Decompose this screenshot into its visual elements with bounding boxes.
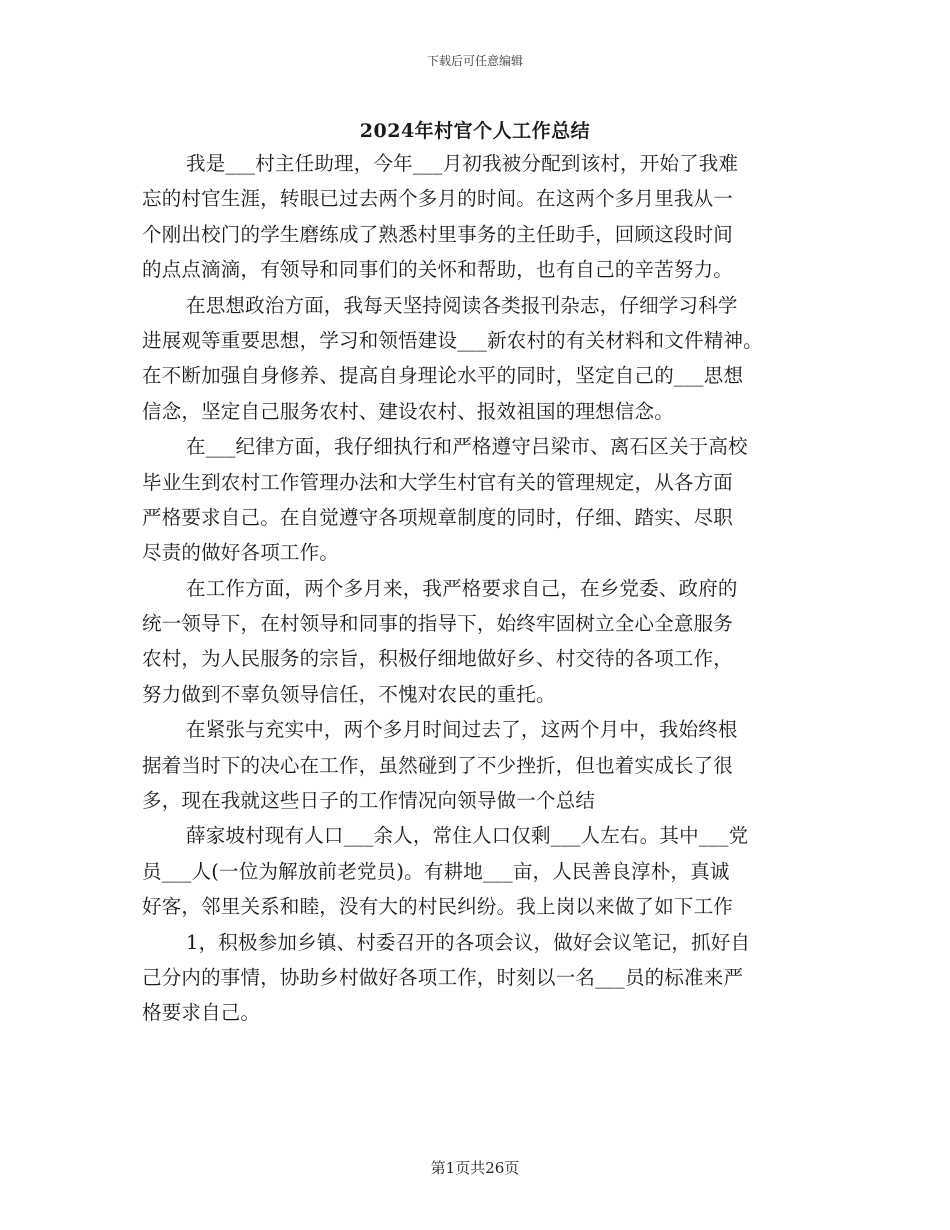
text-line: 农村，为人民服务的宗旨，积极仔细地做好乡、村交待的各项工作， xyxy=(142,647,734,671)
page-header: 下载后可任意编辑 xyxy=(426,54,523,68)
text-line: 信念，坚定自己服务农村、建设农村、报效祖国的理想信念。 xyxy=(142,399,674,423)
text-line: 多，现在我就这些日子的工作情况向领导做一个总结 xyxy=(142,789,596,813)
document-body xyxy=(142,146,822,1031)
document-title: 2024年村官个人工作总结 xyxy=(359,120,591,142)
text-line: 尽责的做好各项工作。 xyxy=(142,541,340,565)
text-line: 进展观等重要思想，学习和领悟建设___新农村的有关材料和文件精神。 xyxy=(142,328,763,352)
text-line: 的点点滴滴，有领导和同事们的关怀和帮助，也有自己的辛苦努力。 xyxy=(142,258,734,282)
text-line: 在工作方面，两个多月来，我严格要求自己，在乡党委、政府的 xyxy=(186,576,738,600)
text-line: 我是___村主任助理，今年___月初我被分配到该村，开始了我难 xyxy=(186,152,739,175)
text-line: 努力做到不辜负领导信任，不愧对农民的重托。 xyxy=(142,682,556,706)
text-line: 1，积极参加乡镇、村委召开的各项会议，做好会议笔记，抓好自 xyxy=(186,930,751,954)
text-line: 员___人(一位为解放前老党员)。有耕地___亩，人民善良淳朴，真诚 xyxy=(142,859,730,883)
text-line: 据着当时下的决心在工作，虽然碰到了不少挫折，但也着实成长了很 xyxy=(142,753,734,777)
text-line: 薛家坡村现有人口___余人，常住人口仅剩___人左右。其中___党 xyxy=(186,824,749,848)
text-line: 毕业生到农村工作管理办法和大学生村官有关的管理规定，从各方面 xyxy=(142,470,734,494)
text-line: 严格要求自己。在自觉遵守各项规章制度的同时，仔细、踏实、尽职 xyxy=(142,505,734,529)
text-line: 忘的村官生涯，转眼已过去两个多月的时间。在这两个多月里我从一 xyxy=(142,187,734,211)
text-line: 在思想政治方面，我每天坚持阅读各类报刊杂志，仔细学习科学 xyxy=(186,293,738,317)
text-line: 己分内的事情，协助乡村做好各项工作，时刻以一名___员的标准来严 xyxy=(142,965,744,989)
text-line: 在紧张与充实中，两个多月时间过去了，这两个月中，我始终根 xyxy=(186,718,738,742)
text-line: 好客，邻里关系和睦，没有大的村民纠纷。我上岗以来做了如下工作 xyxy=(142,895,734,919)
page-footer: 第1页共26页 xyxy=(430,1159,520,1177)
text-line: 格要求自己。 xyxy=(142,1001,261,1025)
text-line: 在不断加强自身修养、提高自身理论水平的同时，坚定自己的___思想 xyxy=(142,364,744,388)
text-line: 个刚出校门的学生磨练成了熟悉村里事务的主任助手，回顾这段时间 xyxy=(142,222,734,246)
text-line: 统一领导下，在村领导和同事的指导下，始终牢固树立全心全意服务 xyxy=(142,612,734,636)
text-line: 在___纪律方面，我仔细执行和严格遵守吕梁市、离石区关于高校 xyxy=(186,435,748,459)
